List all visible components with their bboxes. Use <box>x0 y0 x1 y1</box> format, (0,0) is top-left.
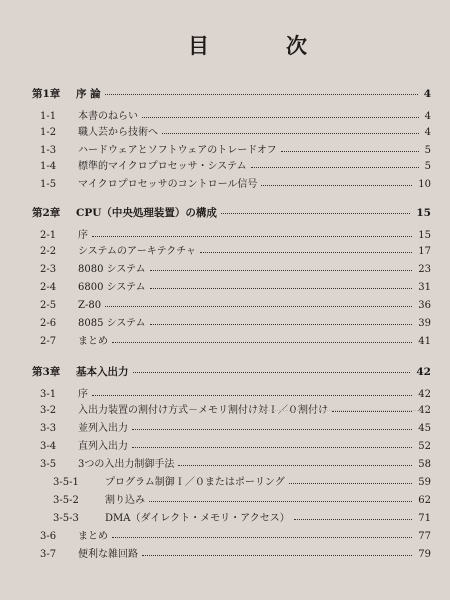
page-number: 45 <box>418 423 431 434</box>
page-number: 42 <box>418 405 431 416</box>
page-number: 10 <box>418 179 431 190</box>
toc-section-row <box>0 529 450 545</box>
page-number: 42 <box>416 366 431 378</box>
dot-leader <box>142 555 412 556</box>
page-number: 5 <box>424 161 431 172</box>
dot-leader <box>150 288 412 289</box>
page-number: 4 <box>424 127 431 138</box>
entry-title: 便利な雑回路 <box>78 549 138 560</box>
page-number: 58 <box>418 459 431 470</box>
toc-section-row <box>0 387 450 403</box>
dot-leader <box>281 151 419 152</box>
entry-number: 第2章 <box>32 207 61 219</box>
entry-title: システムのアーキテクチャ <box>78 246 196 257</box>
entry-title: 基本入出力 <box>76 366 129 378</box>
entry-title: 6800 システム <box>78 282 146 293</box>
entry-number: 3-3 <box>40 423 57 434</box>
entry-number: 1-2 <box>40 127 57 138</box>
toc-section-row <box>0 159 450 175</box>
dot-leader <box>294 519 412 520</box>
entry-number: 2-1 <box>40 230 57 241</box>
dot-leader <box>132 447 412 448</box>
entry-title: まとめ <box>78 336 108 347</box>
page-number: 31 <box>418 282 431 293</box>
toc-subsection-row <box>0 475 450 491</box>
toc-chapter-row <box>0 205 450 221</box>
page-number: 15 <box>416 207 431 219</box>
dot-leader <box>112 342 412 343</box>
dot-leader <box>221 213 410 214</box>
toc-section-row <box>0 439 450 455</box>
toc-section-row <box>0 280 450 296</box>
dot-leader <box>261 185 412 186</box>
entry-title: 序 論 <box>76 88 101 100</box>
dot-leader <box>150 324 412 325</box>
bleed-through-line <box>250 410 430 412</box>
entry-title: 本書のねらい <box>78 111 138 122</box>
entry-title: ハードウェアとソフトウェアのトレードオフ <box>78 145 277 156</box>
dot-leader <box>92 236 412 237</box>
entry-number: 1-5 <box>40 179 57 190</box>
page-number: 52 <box>418 441 431 452</box>
entry-title: 序 <box>78 230 88 241</box>
dot-leader <box>92 395 412 396</box>
toc-section-row <box>0 316 450 332</box>
entry-number: 3-5-2 <box>53 495 79 506</box>
entry-number: 3-5-1 <box>53 477 79 488</box>
page-number: 77 <box>418 531 431 542</box>
toc-section-row <box>0 547 450 563</box>
entry-title: 並列入出力 <box>78 423 128 434</box>
page-number: 71 <box>418 513 431 524</box>
entry-title: 8080 システム <box>78 264 146 275</box>
dot-leader <box>132 429 412 430</box>
page-number: 4 <box>423 88 431 100</box>
page-number: 39 <box>418 318 431 329</box>
dot-leader <box>149 501 412 502</box>
page-number: 15 <box>418 230 431 241</box>
entry-number: 1-3 <box>40 145 57 156</box>
dot-leader <box>289 483 412 484</box>
dot-leader <box>142 117 419 118</box>
toc-section-row <box>0 457 450 473</box>
toc-subsection-row <box>0 493 450 509</box>
toc-section-row <box>0 244 450 260</box>
entry-title: 8085 システム <box>78 318 146 329</box>
dot-leader <box>150 270 412 271</box>
entry-number: 3-4 <box>40 441 57 452</box>
entry-number: 2-3 <box>40 264 57 275</box>
dot-leader <box>178 465 412 466</box>
entry-number: 3-6 <box>40 531 57 542</box>
page-number: 36 <box>418 300 431 311</box>
entry-number: 2-2 <box>40 246 57 257</box>
entry-title: プログラム制御Ｉ／０またはポーリング <box>105 477 285 488</box>
entry-number: 1-4 <box>40 161 57 172</box>
toc-section-row <box>0 228 450 244</box>
toc-section-row <box>0 109 450 125</box>
dot-leader <box>162 133 419 134</box>
page-number: 4 <box>424 111 431 122</box>
entry-number: 2-6 <box>40 318 57 329</box>
page-number: 79 <box>418 549 431 560</box>
entry-title: CPU（中央処理装置）の構成 <box>76 207 217 219</box>
toc-chapter-row <box>0 364 450 380</box>
entry-number: 2-5 <box>40 300 57 311</box>
toc-section-row <box>0 143 450 159</box>
entry-title: 割り込み <box>105 495 145 506</box>
toc-section-row <box>0 334 450 350</box>
dot-leader <box>200 252 412 253</box>
entry-title: 直列入出力 <box>78 441 128 452</box>
entry-number: 1-1 <box>40 111 57 122</box>
toc-section-row <box>0 421 450 437</box>
dot-leader <box>251 167 419 168</box>
entry-title: DMA（ダイレクト・メモリ・アクセス） <box>105 513 290 524</box>
entry-title: 3つの入出力制御手法 <box>78 459 175 470</box>
page-number: 62 <box>418 495 431 506</box>
toc-section-row <box>0 298 450 314</box>
toc-section-row <box>0 177 450 193</box>
dot-leader <box>133 372 410 373</box>
entry-number: 3-5 <box>40 459 57 470</box>
toc-chapter-row <box>0 86 450 102</box>
entry-number: 2-4 <box>40 282 57 293</box>
entry-title: マイクロプロセッサのコントロール信号 <box>78 179 258 190</box>
toc-subsection-row <box>0 511 450 527</box>
entry-number: 3-1 <box>40 389 57 400</box>
page-number: 59 <box>418 477 431 488</box>
title-char-2: 次 <box>286 34 309 58</box>
entry-title: 標準的マイクロプロセッサ・システム <box>78 161 247 172</box>
entry-number: 3-5-3 <box>53 513 79 524</box>
entry-title: 序 <box>78 389 88 400</box>
entry-title: まとめ <box>78 531 108 542</box>
page-number: 23 <box>418 264 431 275</box>
page-number: 17 <box>418 246 431 257</box>
dot-leader <box>105 306 412 307</box>
title-char-1: 目 <box>188 34 211 58</box>
page-number: 41 <box>418 336 431 347</box>
entry-number: 3-2 <box>40 405 57 416</box>
dot-leader <box>105 94 418 95</box>
page-number: 5 <box>424 145 431 156</box>
entry-number: 2-7 <box>40 336 57 347</box>
page-number: 42 <box>418 389 431 400</box>
entry-number: 第3章 <box>32 366 61 378</box>
entry-title: 入出力装置の割付け方式－メモリ割付け対Ｉ／０割付け <box>78 405 328 416</box>
toc-section-row <box>0 125 450 141</box>
entry-number: 3-7 <box>40 549 57 560</box>
toc-section-row <box>0 262 450 278</box>
entry-title: Z-80 <box>78 300 102 311</box>
dot-leader <box>112 537 412 538</box>
entry-number: 第1章 <box>32 88 61 100</box>
entry-title: 職人芸から技術へ <box>78 127 158 138</box>
